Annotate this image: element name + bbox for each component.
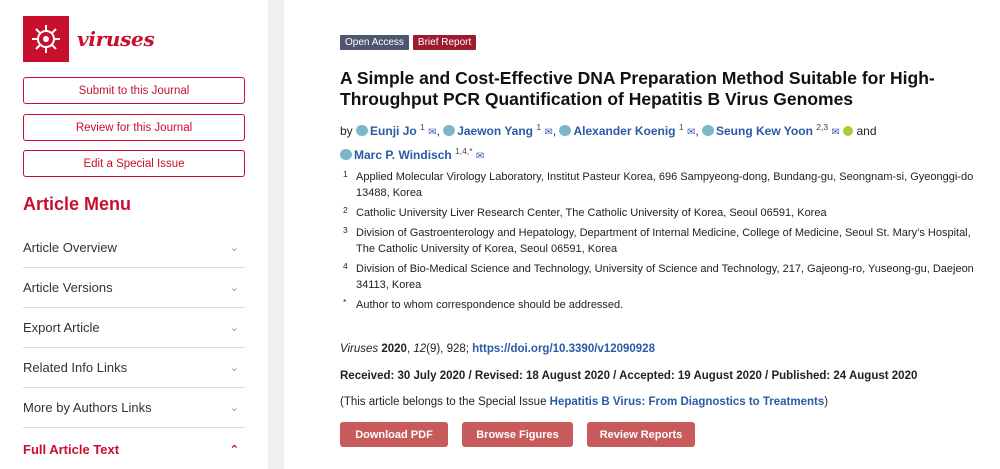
affiliation-number: 1 (343, 169, 348, 179)
virus-logo-icon (23, 16, 69, 62)
author-affiliation-sup: 1 (678, 122, 684, 132)
citation-year: 2020 (381, 343, 407, 355)
affiliation-number: * (343, 297, 347, 307)
email-icon[interactable]: ✉ (428, 127, 437, 138)
menu-item-full-article-text[interactable] (23, 429, 245, 469)
menu-item-label: Full Article Text (23, 441, 120, 457)
review-reports-button[interactable]: Review Reports (587, 422, 695, 447)
menu-item-label: Related Info Links (23, 360, 128, 375)
article-menu-title: Article Menu (23, 194, 132, 214)
menu-item-article-versions[interactable] (23, 268, 245, 308)
edit-special-issue-button[interactable]: Edit a Special Issue (23, 150, 245, 177)
doi-link[interactable]: https://doi.org/10.3390/v12090928 (472, 343, 655, 355)
menu-item-label: Article Versions (23, 280, 113, 295)
affiliation-text: Catholic University Liver Research Center, The Catholic University of Korea, Seoul 06591, Korea (356, 207, 827, 219)
author-icon (702, 125, 714, 136)
citation-journal: Viruses (340, 343, 379, 355)
affiliation-item (340, 169, 980, 201)
special-issue-link[interactable]: Hepatitis B Virus: From Diagnostics to Treatments (549, 396, 825, 408)
orcid-icon[interactable] (843, 126, 853, 136)
author-icon (443, 125, 455, 136)
review-for-journal-button[interactable]: Review for this Journal (23, 114, 245, 141)
open-access-badge: Open Access (340, 35, 409, 50)
author-link[interactable]: Seung Kew Yoon (716, 124, 813, 138)
author-link[interactable]: Jaewon Yang (457, 124, 533, 138)
affiliation-number: 2 (343, 205, 348, 215)
menu-item-article-overview[interactable] (23, 228, 245, 268)
author-link[interactable]: Eunji Jo (370, 124, 417, 138)
article-main (284, 0, 1000, 469)
special-issue-prefix: (This article belongs to the Special Issue (340, 396, 550, 408)
menu-item-related-info-links[interactable] (23, 348, 245, 388)
special-issue-suffix: ) (824, 396, 829, 408)
affiliation-item (340, 205, 980, 221)
email-icon[interactable]: ✉ (831, 127, 840, 138)
chevron-down-icon: ⌄ (229, 402, 239, 414)
email-icon[interactable]: ✉ (475, 151, 485, 162)
menu-item-export-article[interactable] (23, 308, 245, 348)
author-link[interactable]: Alexander Koenig (573, 124, 676, 138)
publication-dates: Received: 30 July 2020 / Revised: 18 August 2020 / Accepted: 19 August 2020 / Published: 24 August 2020 (340, 370, 918, 382)
citation-issue: (9), 928; (426, 343, 473, 355)
article-title: A Simple and Cost-Effective DNA Preparation Method Suitable for High-Throughput PCR Quantification of Hepatitis B Virus Genomes (340, 68, 935, 109)
author-icon (356, 125, 368, 136)
chevron-down-icon: ⌄ (229, 322, 239, 334)
author-icon (340, 149, 352, 160)
chevron-down-icon: ⌄ (229, 362, 239, 374)
article-actions (340, 422, 695, 447)
special-issue-note (340, 396, 828, 408)
journal-name: viruses (77, 27, 155, 51)
browse-figures-button[interactable]: Browse Figures (462, 422, 573, 447)
affiliation-text: Applied Molecular Virology Laboratory, Institut Pasteur Korea, 696 Sampyeong-dong, Bundang-gu, Seongnam-si, Gyeonggi-do 13488, Korea (356, 171, 974, 199)
submit-to-journal-button[interactable]: Submit to this Journal (23, 77, 245, 104)
citation-volume: 12 (413, 343, 427, 355)
author-affiliation-sup: 1,4,* (455, 146, 473, 156)
chevron-down-icon: ⌄ (229, 242, 239, 254)
affiliation-item (340, 225, 980, 257)
journal-logo[interactable] (23, 16, 154, 62)
chevron-down-icon: ⌄ (229, 282, 239, 294)
affiliation-number: 4 (343, 261, 348, 271)
citation: Viruses 2020, 12(9), 928; https://doi.org/10.3390/v12090928 (340, 343, 655, 355)
affiliation-number: 3 (343, 225, 348, 235)
affiliation-item (340, 261, 980, 293)
menu-item-more-by-authors-links[interactable] (23, 388, 245, 428)
menu-item-label: Article Overview (23, 240, 117, 255)
by-label: by (340, 124, 353, 138)
author-affiliation-sup: 1 (420, 122, 425, 132)
menu-item-label: More by Authors Links (23, 400, 152, 415)
author-list: by Eunji Jo $^1$ ✉, Jaewon Yang $^1$ ✉, Alexander Koenig $^1$ ✉, Seung Kew Yoon $^{2,3}$ ✉ and Marc P. Windisch $^{1,4,*}$ ✉ (340, 122, 877, 162)
affiliation-text: Author to whom correspondence should be addressed. (356, 299, 624, 311)
sidebar (0, 0, 268, 469)
article-badges (340, 35, 476, 50)
email-icon[interactable]: ✉ (544, 127, 553, 138)
email-icon[interactable]: ✉ (686, 127, 696, 138)
author-link[interactable]: Marc P. Windisch (354, 148, 452, 162)
author-affiliation-sup: 1 (536, 122, 542, 132)
affiliation-text: Division of Bio-Medical Science and Technology, University of Science and Technology, 217, Gajeong-ro, Yuseong-gu, Daejeon 34113, Korea (356, 263, 974, 291)
article-type-badge: Brief Report (413, 35, 476, 50)
affiliation-list (340, 169, 980, 317)
author-icon (559, 125, 571, 136)
and-label: and (856, 124, 877, 138)
chevron-up-icon: ⌃ (229, 443, 239, 456)
affiliation-text: Division of Gastroenterology and Hepatology, Department of Internal Medicine, College of Medicine, Seoul St. Mary’s Hospital, The Catholic University of Korea, Seoul 06591, Korea (356, 227, 971, 255)
menu-item-label: Export Article (23, 320, 100, 335)
affiliation-item (340, 297, 980, 313)
author-affiliation-sup: 2,3 (816, 122, 829, 132)
download-pdf-button[interactable]: Download PDF (340, 422, 448, 447)
